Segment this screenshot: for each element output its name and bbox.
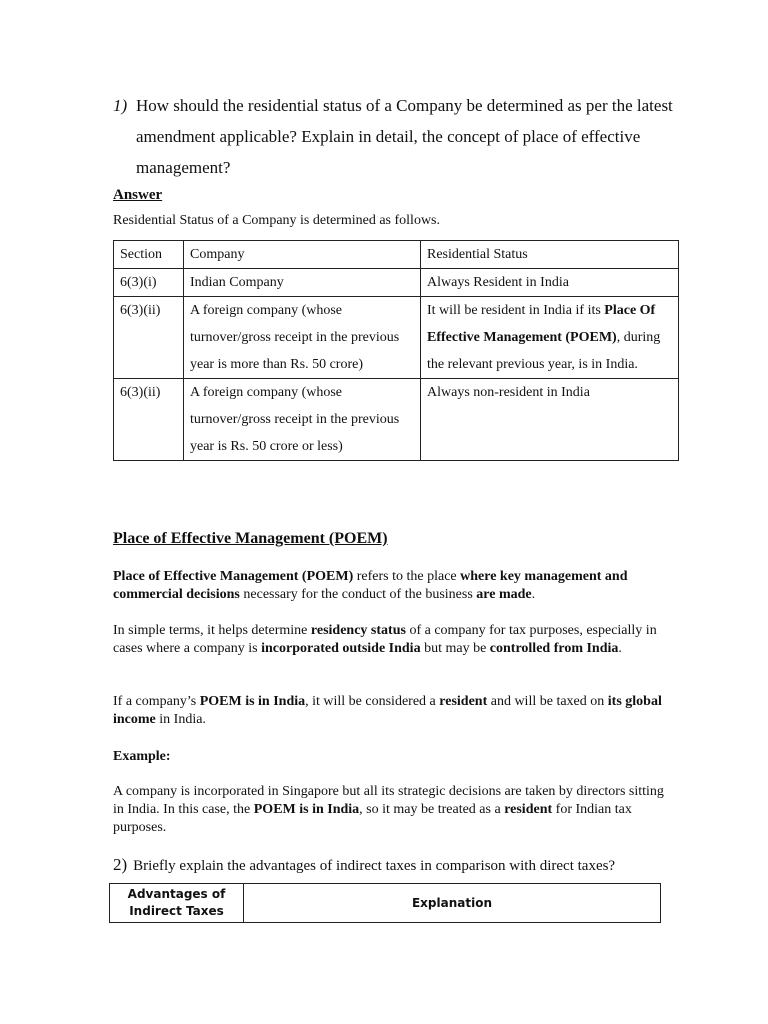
advantages-table xyxy=(109,883,661,923)
question-1-text: How should the residential status of a Company be determined as per the latest amendment applicable? Explain in detail, the concept of place of effective management? xyxy=(136,96,673,177)
intro-text: Residential Status of a Company is determined as follows. xyxy=(113,213,441,228)
table-row xyxy=(114,297,679,379)
poem-resident-paragraph: If a company’s POEM is in India, it will be considered a resident and will be taxed on its global income in India. xyxy=(113,694,662,727)
cell-status: Always non-resident in India xyxy=(421,379,679,461)
poem-simple-terms-paragraph: In simple terms, it helps determine residency status of a company for tax purposes, especially in cases where a company is incorporated outside India but may be controlled from India. xyxy=(113,623,657,656)
residential-status-table xyxy=(113,240,679,461)
question-1 xyxy=(113,90,673,183)
cell-status: It will be resident in India if its Place Of Effective Management (POEM), during the relevant previous year, is in India. xyxy=(421,297,679,379)
header-residential-status: Residential Status xyxy=(421,241,679,269)
example-heading: Example: xyxy=(113,749,171,764)
table-row xyxy=(114,379,679,461)
poem-definition-paragraph: Place of Effective Management (POEM) refers to the place where key management and commercial decisions necessary for the conduct of the business are made. xyxy=(113,569,628,602)
poem-heading: Place of Effective Management (POEM) xyxy=(113,530,388,547)
cell-company: A foreign company (whose turnover/gross receipt in the previous year is more than Rs. 50 crore) xyxy=(184,297,421,379)
header-company: Company xyxy=(184,241,421,269)
cell-section: 6(3)(i) xyxy=(114,269,184,297)
table-row xyxy=(114,269,679,297)
header-explanation: Explanation xyxy=(244,884,661,923)
cell-company: A foreign company (whose turnover/gross receipt in the previous year is Rs. 50 crore or less) xyxy=(184,379,421,461)
table-header-row xyxy=(110,884,661,923)
question-2-text: Briefly explain the advantages of indirect taxes in comparison with direct taxes? xyxy=(133,858,616,874)
cell-company: Indian Company xyxy=(184,269,421,297)
question-2 xyxy=(113,855,615,875)
answer-heading: Answer xyxy=(113,187,163,203)
table-header-row xyxy=(114,241,679,269)
example-paragraph: A company is incorporated in Singapore but all its strategic decisions are taken by directors sitting in India. In this case, the POEM is in India, so it may be treated as a resident for Indian tax purposes. xyxy=(113,784,664,835)
cell-section: 6(3)(ii) xyxy=(114,379,184,461)
header-section: Section xyxy=(114,241,184,269)
header-advantages: Advantages of Indirect Taxes xyxy=(110,884,244,923)
question-1-number: 1) xyxy=(113,96,128,115)
question-2-number: 2) xyxy=(113,855,128,874)
cell-section: 6(3)(ii) xyxy=(114,297,184,379)
cell-status: Always Resident in India xyxy=(421,269,679,297)
